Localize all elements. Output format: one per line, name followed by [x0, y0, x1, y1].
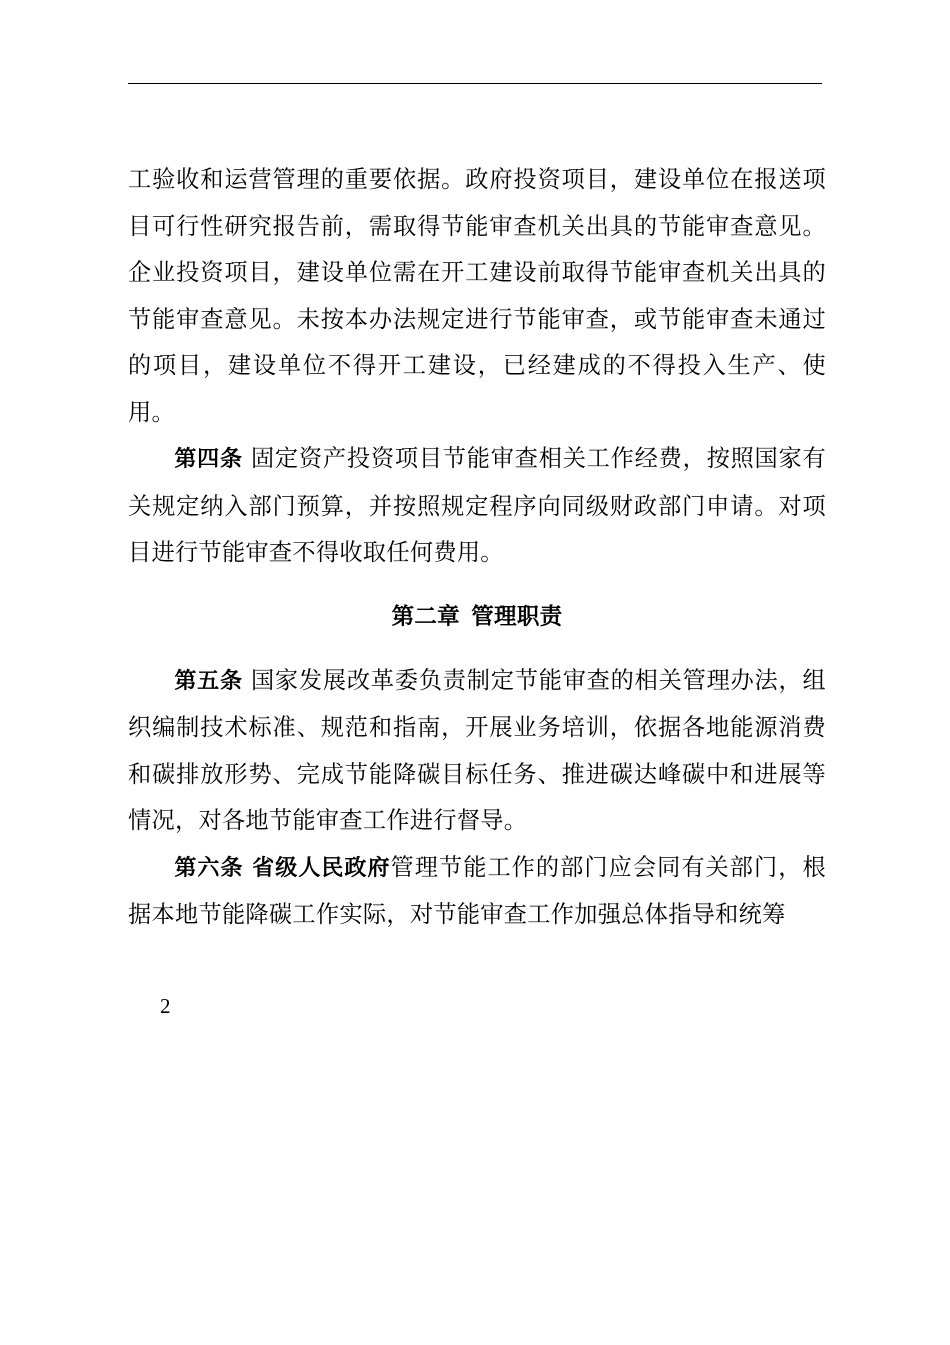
article-5	[128, 658, 826, 845]
page-number: 2	[160, 994, 171, 1018]
chapter-number: 第二章	[391, 603, 460, 630]
article-5-text: 国家发展改革委负责制定节能审查的相关管理办法，组织编制技术标准、规范和指南，开展业务培训，依据各地能源消费和碳排放形势、完成节能降碳目标任务、推进碳达峰碳中和进展等情况，对各地节能审查工作进行督导。	[128, 666, 826, 834]
header-rule	[128, 83, 822, 84]
chapter-title: 管理职责	[471, 603, 563, 630]
paragraph-continuation: 工验收和运营管理的重要依据。政府投资项目，建设单位在报送项目可行性研究报告前，需取得节能审查机关出具的节能审查意见。企业投资项目，建设单位需在开工建设前取得节能审查机关出具的节能审查意见。未按本办法规定进行节能审查，或节能审查未通过的项目，建设单位不得开工建设，已经建成的不得投入生产、使用。	[128, 166, 826, 426]
article-6	[128, 845, 826, 939]
chapter-heading	[128, 594, 826, 641]
article-5-label: 第五条	[174, 668, 243, 694]
article-6-text: 管理节能工作的部门应会同有关部门，根据本地节能降碳工作实际，对节能审查工作加强总体指导和统筹	[128, 853, 826, 928]
article-4	[128, 436, 826, 577]
article-4-text: 固定资产投资项目节能审查相关工作经费，按照国家有关规定纳入部门预算，并按照规定程序向同级财政部门申请。对项目进行节能审查不得收取任何费用。	[128, 445, 826, 566]
article-4-label: 第四条	[174, 447, 243, 472]
document-body	[128, 157, 826, 939]
article-6-label: 第六条 省级人民政府	[174, 855, 391, 881]
